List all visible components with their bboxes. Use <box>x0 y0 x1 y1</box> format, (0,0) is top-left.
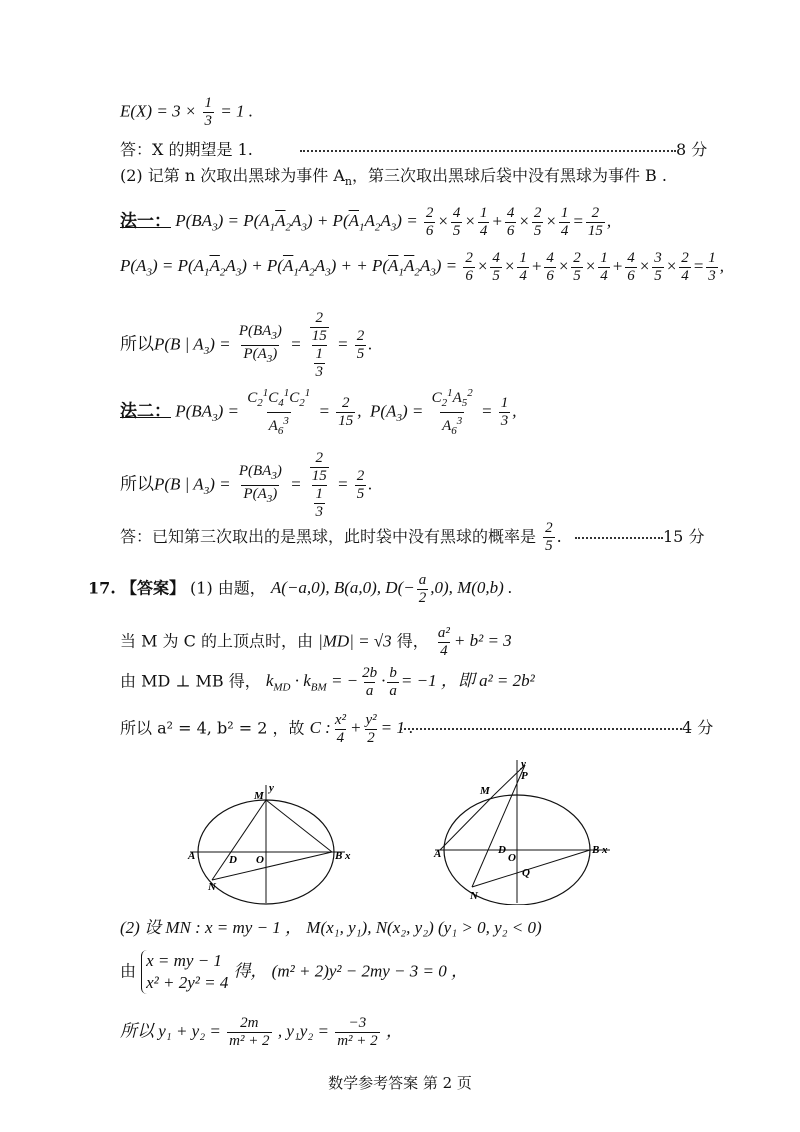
label-x: x <box>345 850 351 862</box>
perp-eq: = −1 ，即 a² = 2b² <box>400 671 535 691</box>
system-result: 得， (m² + 2)y² − 2my − 3 = 0 ， <box>233 961 468 981</box>
label-D: D <box>229 854 237 866</box>
method1-formula: $P(BA_3) = P(A_1\overline{A}_2A_3) + P(\overline{A}_1A_2A_3)$ = <box>175 211 418 234</box>
label-D: D <box>498 844 506 856</box>
label-B: B <box>592 844 600 856</box>
c-label: C : <box>309 718 331 738</box>
label-P: P <box>521 770 528 782</box>
score-label: 4 分 <box>682 718 714 737</box>
method1-label: 法一： <box>120 211 171 231</box>
label-M: M <box>480 785 490 797</box>
frac-den: 2 <box>418 590 427 606</box>
label-N: N <box>208 881 216 893</box>
expectation-rhs: = 1 . <box>220 101 254 121</box>
c-end: = 1 . <box>380 718 414 738</box>
answer-expectation <box>120 140 253 160</box>
method1-formula2: $P(A_3) = P(A_1\overline{A}_2A_3) + P(\overline{A}_1A_2A_3)$ + + $P(\overline{A}_1\overline{A}_2A_3)$ = <box>120 256 458 279</box>
prod-num: −3 <box>348 1015 367 1031</box>
conditional-prob-2: 所以P(B | $A_3$) = $\frac{P(BA_3)}{P(A_3)}$ = $\frac{\frac{2}{15}}{\frac{1}{3}}$ = $\frac{2}{5}$ . <box>120 450 373 520</box>
vieta-line <box>120 1015 403 1050</box>
when-m-text: 当 M 为 C 的上顶点时，由 <box>120 631 313 651</box>
dot-leader <box>575 537 663 539</box>
ellipse-figure-2 <box>430 755 620 905</box>
score-label: 15 分 <box>663 527 705 546</box>
conditional-prob-1: 所以P(B | $A_3$) = $\frac{P(BA_3)}{P(A_3)}$ = $\frac{\frac{2}{15}}{\frac{1}{3}}$ = $\frac{2}{5}$ . <box>120 310 373 380</box>
prod-den: m² + 2 <box>337 1033 378 1049</box>
so-label: 所以 <box>120 334 154 354</box>
answer-part2: 答：已知第三次取出的是黑球，此时袋中没有黑球的概率是 $\frac{2}{5}$ . <box>120 520 562 554</box>
answer-text: 答：X 的期望是 1. <box>120 140 253 159</box>
system-eq1: x = my − 1 <box>146 951 222 970</box>
label-N: N <box>470 890 478 902</box>
get-text: 得， <box>396 631 429 651</box>
label-B: B <box>335 850 343 862</box>
md-length: |MD| = √3 <box>318 631 392 651</box>
expectation-line <box>120 95 253 130</box>
prod-end: ， <box>385 1021 403 1041</box>
frac-den: 3 <box>204 113 213 129</box>
expectation-lhs: E(X) = 3 × <box>120 101 197 121</box>
system-eq2: x² + 2y² = 4 <box>146 973 229 992</box>
answer-text-2: 答：已知第三次取出的是黑球，此时袋中没有黑球的概率是 <box>120 527 537 546</box>
perp-line: 由 MD ⊥ MB 得， $k_{MD} \cdot k_{BM}$ = − $\frac{2b}{a}$ · $\frac{b}{a}$ = −1 ，即 a² = 2b² <box>120 665 535 699</box>
subscript-n: n <box>344 175 352 189</box>
when-m-line: 当 M 为 C 的上顶点时，由 |MD| = √3 得， $\frac{\text{a²}}{4}$ + b² = 3 <box>120 625 512 659</box>
q17-header <box>88 572 512 607</box>
method1-eq1: 法一： $P(BA_3) = P(A_1\overline{A}_2A_3) + P(\overline{A}_1A_2A_3)$ = $\frac{2}{6}$ × $\frac{4}{5}$ × $\frac{1}{4}$ + $\frac{4}{6}$ × $\frac{2}{5}$ × $\frac{1}{4}$ = $\frac{2}{15}$ , <box>120 205 612 239</box>
ellipse-result: 所以 a² = 4, b² = 2 ，故 C : $\frac{\text{x²}}{4}$ + $\frac{\text{y²}}{2}$ = 1 . <box>120 712 414 746</box>
label-O: O <box>256 854 264 866</box>
label-Q: Q <box>522 867 530 879</box>
score-leader-3 <box>400 718 713 738</box>
frac-num: 1 <box>204 95 213 111</box>
q17-text: (1) 由题， <box>190 578 266 598</box>
prod-lhs: , y₁y₂ = <box>277 1021 329 1041</box>
label-y: y <box>269 782 274 794</box>
label-A: A <box>188 850 196 862</box>
answer-tag: 【答案】 <box>120 578 185 598</box>
score-leader-1 <box>300 140 707 160</box>
frac-num: a <box>418 572 427 588</box>
score-label: 8 分 <box>676 140 708 159</box>
dot-leader <box>400 728 682 730</box>
label-O: O <box>508 852 516 864</box>
frac-den: 5 <box>545 538 553 554</box>
page-footer: 数学参考答案 第 2 页 <box>328 1074 472 1092</box>
question-number: 17. <box>88 578 116 598</box>
fraction-one-third <box>203 95 215 130</box>
score-leader-2 <box>575 527 704 547</box>
frac-num: 2 <box>545 520 553 536</box>
label-y: y <box>521 758 526 770</box>
sum-den: m² + 2 <box>229 1033 270 1049</box>
part2-setup <box>120 918 542 938</box>
method1-eq2: $P(A_3) = P(A_1\overline{A}_2A_3) + P(\overline{A}_1A_2A_3)$ + + $P(\overline{A}_1\overline{A}_2A_3)$ = $\frac{2}{6}$ × $\frac{4}{5}$ × $\frac{1}{4}$ + $\frac{4}{6}$ × $\frac{2}{5}$ × $\frac{1}{4}$ + $\frac{4}{6}$ × $\frac{3}{5}$ × $\frac{2}{4}$ = $\frac{1}{3}$ , <box>120 250 724 284</box>
sum-intro: 所以 y₁ + y₂ = <box>120 1021 221 1041</box>
system-intro: 由 <box>120 961 137 981</box>
label-A: A <box>434 848 442 860</box>
points-end: ,0), M(0,b) . <box>430 578 513 598</box>
perp-text: 由 MD ⊥ MB 得， <box>120 671 261 691</box>
so-ab-text: 所以 a² = 4, b² = 2 ，故 <box>120 718 305 738</box>
ellipse-figure-1 <box>180 775 360 905</box>
points-text: A(−a,0), B(a,0), D(− <box>270 578 415 598</box>
equation-system <box>141 950 228 994</box>
method2-label: 法二： <box>120 401 171 421</box>
so-label-2: 所以 <box>120 474 154 494</box>
label-x: x <box>602 844 608 856</box>
sub-bm: BM <box>310 681 327 694</box>
part2-intro <box>120 166 667 192</box>
system-line <box>120 950 468 994</box>
sub-md: MD <box>273 681 291 694</box>
part2-rest: ，第三次取出黑球后袋中没有黑球为事件 B . <box>351 166 667 185</box>
part2-text: (2) 记第 n 次取出黑球为事件 A <box>120 166 345 185</box>
label-M: M <box>254 790 264 802</box>
method2-eq: 法二： $P(BA_3)$ = $\frac{C_2^1C_4^1C_2^1}{A_6^3}$ = $\frac{2}{15}$ , $P(A_3)$ = $\frac{C_2^1A_5^2}{A_6^3}$ = $\frac{1}{3}$ , <box>120 385 517 440</box>
part2-setup-text: (2) 设 MN : x = my − 1 ， M(x₁, y₁), N(x₂, y₂) (y₁ > 0, y₂ < 0) <box>120 918 542 937</box>
eq-text: + b² = 3 <box>453 631 512 651</box>
dot-leader <box>300 150 676 152</box>
sum-num: 2m <box>240 1015 259 1031</box>
